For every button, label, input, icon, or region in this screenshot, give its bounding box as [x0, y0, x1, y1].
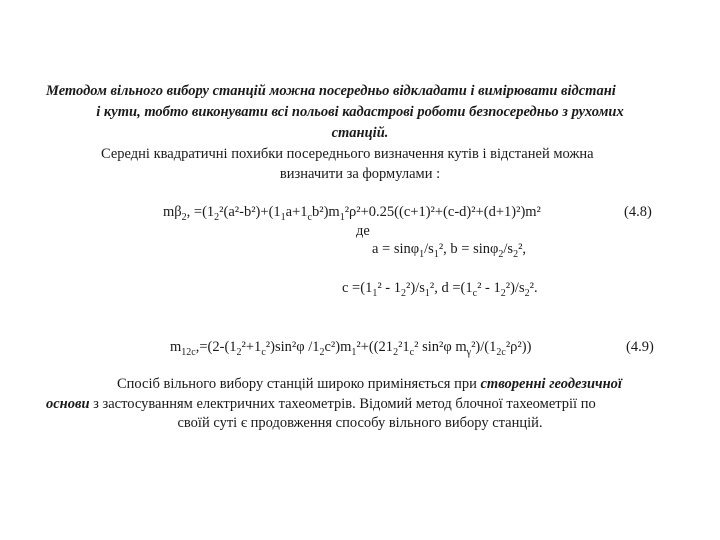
intro-line-2: і кути, тобто виконувати всі польові кадастрові роботи безпосередньо з рухомих [96, 104, 624, 120]
closing-line-2-text: з застосуванням електричних тахеометрів. Відомий метод блочної тахеометрії по [93, 396, 596, 412]
formula-4-8-number: (4.8) [624, 204, 652, 220]
closing-line-1 [117, 375, 622, 393]
closing-line-2-emphasis: основи [46, 396, 90, 412]
closing-line-3: своїй суті є продовження способу вільного вибору станцій. [177, 415, 543, 431]
errors-line-1: Середні квадратичні похибки посереднього визначення кутів і відстаней можна [101, 146, 594, 162]
formula-4-9-main: $m_{12c},=(2-(1_2^2+1_c^2)\sin^2\varphi$ $/1_2c^2)m_1^2+((21_2^21_c^2$ sin²φ $m_\gamma^2)/(1_{2c}^2\rho^2)$) [170, 339, 532, 358]
formula-4-9-number: (4.9) [626, 339, 654, 355]
closing-line-1-text: Спосіб вільного вибору станцій широко приміняється при [117, 376, 477, 392]
errors-line-2: визначити за формулами : [279, 166, 441, 182]
closing-line-2 [46, 395, 596, 413]
formula-4-8-cd: $c =(1_1^2 - 1_2^2)/s_1^2$, $d =(1_c^2 - 1_2^2)/s_2^2$. [342, 280, 538, 299]
closing-line-1-emphasis: створенні геодезичної [480, 376, 622, 392]
intro-line-3: станцій. [331, 125, 389, 141]
formula-4-8-main: $m\beta_2$, $=(1_2^2(a^2-b^2)+(1_1a+1_cb^2)m_1^2\rho^2+0.25((c+1)^2+(c-d)^2+(d+1)^2)m^2$ [163, 204, 541, 223]
intro-line-1: Методом вільного вибору станцій можна посередньо відкладати і вимірювати відстані [46, 83, 616, 99]
formula-4-8-where: де [356, 223, 370, 239]
formula-4-8-ab: $a = \sin\varphi_1/s_1^2$, $b = \sin\varphi_2/s_2^2$, [372, 241, 527, 260]
